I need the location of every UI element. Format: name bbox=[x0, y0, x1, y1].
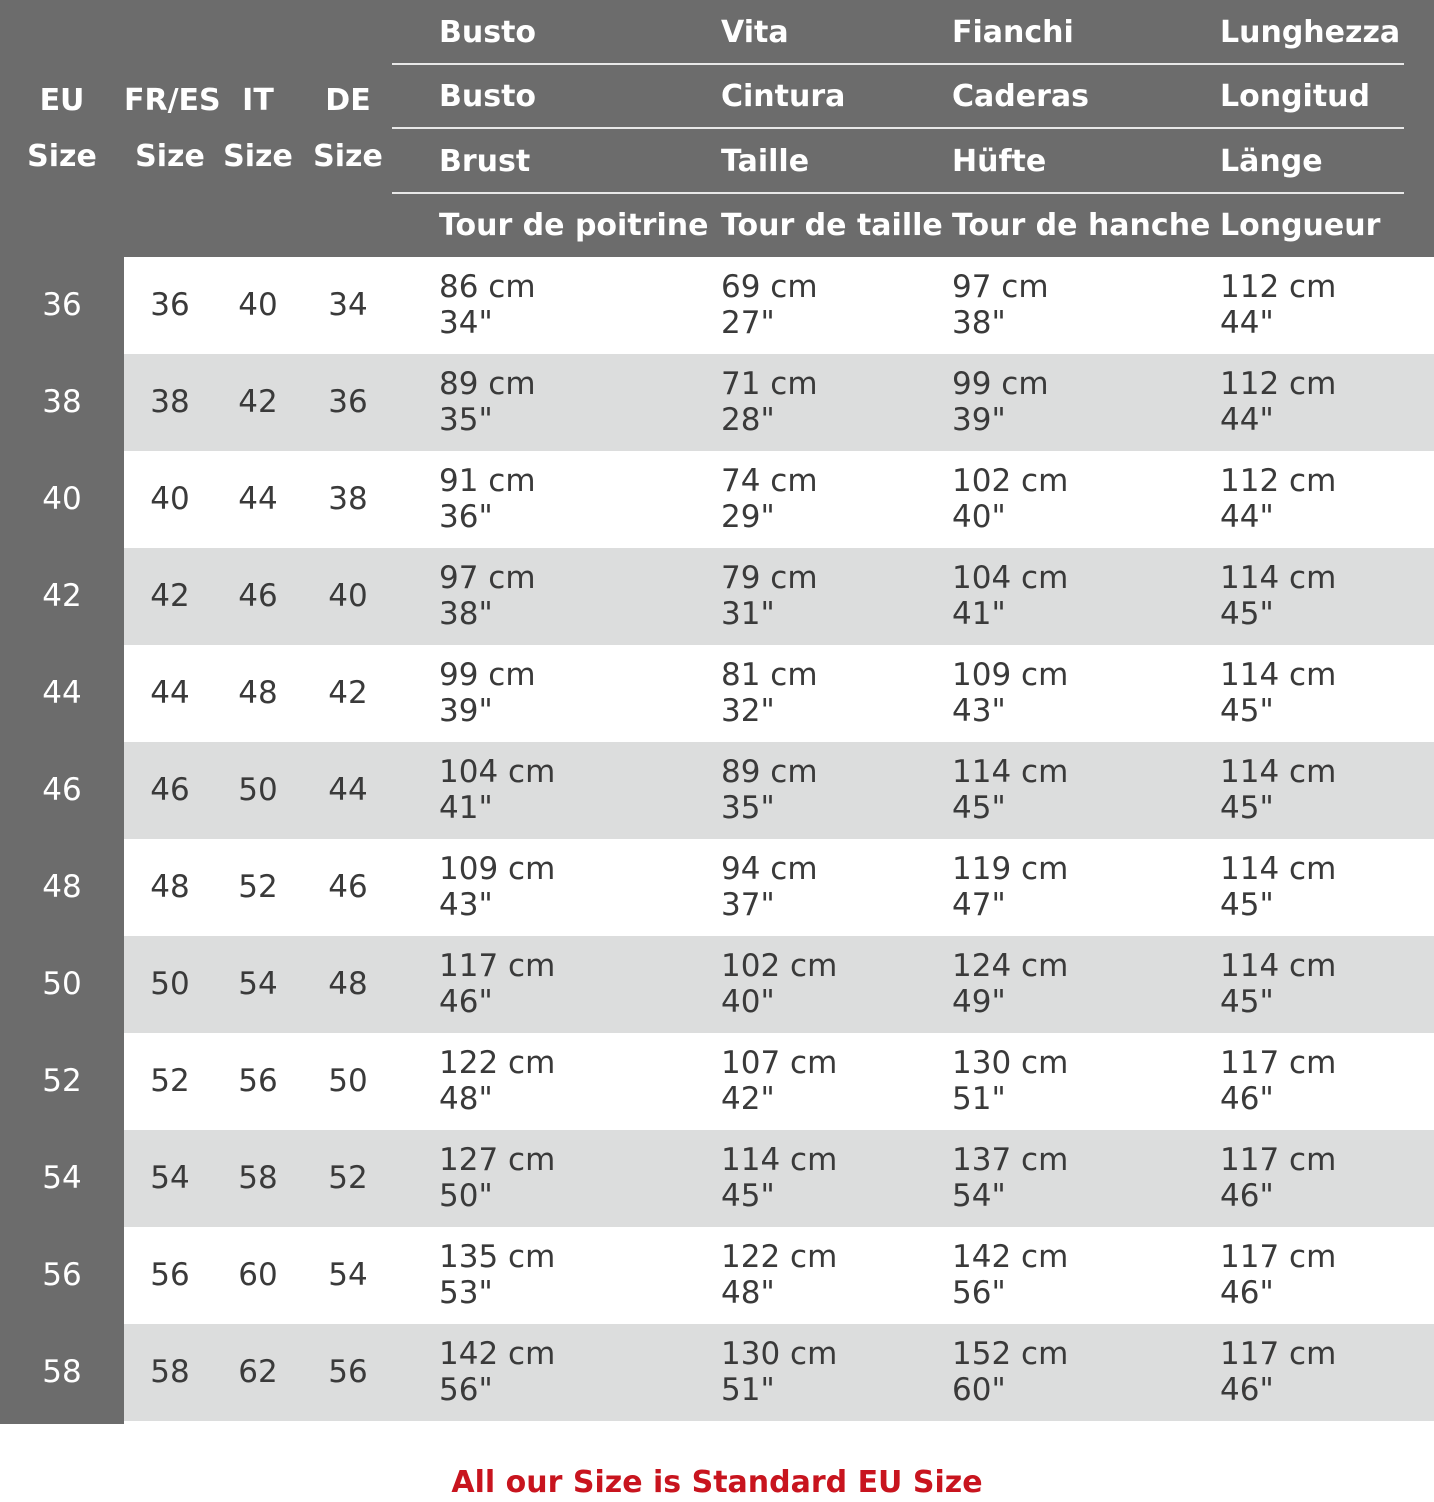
bust-cell bbox=[439, 1045, 555, 1117]
eu-size-cell: 44 bbox=[42, 675, 82, 711]
de-size-cell: 38 bbox=[328, 481, 368, 517]
length-cell bbox=[1220, 1336, 1336, 1408]
hips-inch: 51" bbox=[952, 1081, 1006, 1117]
hips-cell bbox=[952, 1336, 1068, 1408]
hips-cell bbox=[952, 851, 1068, 923]
de-header-line-2: Size bbox=[313, 139, 383, 174]
length-cm: 112 cm bbox=[1220, 366, 1337, 402]
bust-cm: 109 cm bbox=[439, 851, 556, 887]
fr-es-size-cell: 54 bbox=[150, 1160, 190, 1196]
header-length-lang-3: Länge bbox=[1220, 144, 1323, 179]
length-inch: 46" bbox=[1220, 1372, 1274, 1408]
length-cell bbox=[1220, 1239, 1336, 1311]
bust-inch: 34" bbox=[439, 305, 493, 341]
length-cm: 117 cm bbox=[1220, 1239, 1337, 1275]
bust-cell bbox=[439, 851, 555, 923]
it-size-cell: 48 bbox=[238, 675, 278, 711]
hips-inch: 40" bbox=[952, 499, 1006, 535]
bust-inch: 48" bbox=[439, 1081, 493, 1117]
waist-cell bbox=[721, 657, 818, 729]
hips-cell bbox=[952, 560, 1068, 632]
eu-size-cell: 48 bbox=[42, 869, 82, 905]
header-hips-lang-1: Fianchi bbox=[952, 15, 1074, 50]
waist-cm: 114 cm bbox=[721, 1142, 838, 1178]
fr-es-size-cell: 44 bbox=[150, 675, 190, 711]
header-bust-lang-3: Brust bbox=[439, 144, 531, 179]
bust-cm: 99 cm bbox=[439, 657, 536, 693]
standard-eu-size-note: All our Size is Standard EU Size bbox=[451, 1465, 983, 1500]
hips-cell bbox=[952, 1239, 1068, 1311]
bust-inch: 53" bbox=[439, 1275, 493, 1311]
de-size-cell: 56 bbox=[328, 1354, 368, 1390]
length-inch: 44" bbox=[1220, 305, 1274, 341]
hips-inch: 60" bbox=[952, 1372, 1006, 1408]
hips-inch: 43" bbox=[952, 693, 1006, 729]
bust-cm: 135 cm bbox=[439, 1239, 556, 1275]
waist-inch: 37" bbox=[721, 887, 775, 923]
length-inch: 45" bbox=[1220, 984, 1274, 1020]
waist-cell bbox=[721, 1045, 837, 1117]
length-cell bbox=[1220, 269, 1336, 341]
header-bust-lang-4: Tour de poitrine bbox=[439, 208, 709, 243]
bust-cm: 127 cm bbox=[439, 1142, 556, 1178]
hips-cell bbox=[952, 366, 1049, 438]
bust-inch: 41" bbox=[439, 790, 493, 826]
eu-size-cell: 40 bbox=[42, 481, 82, 517]
hips-cm: 137 cm bbox=[952, 1142, 1069, 1178]
it-size-header bbox=[216, 83, 300, 175]
length-cell bbox=[1220, 560, 1336, 632]
de-size-cell: 44 bbox=[328, 772, 368, 808]
length-cm: 114 cm bbox=[1220, 851, 1337, 887]
length-inch: 45" bbox=[1220, 887, 1274, 923]
fr-es-header-line-1: FR/ES bbox=[124, 83, 221, 118]
fr-es-size-cell: 50 bbox=[150, 966, 190, 1002]
eu-header-line-2: Size bbox=[27, 139, 97, 174]
waist-cm: 79 cm bbox=[721, 560, 818, 596]
hips-inch: 39" bbox=[952, 402, 1006, 438]
length-inch: 44" bbox=[1220, 402, 1274, 438]
length-inch: 45" bbox=[1220, 596, 1274, 632]
hips-cm: 142 cm bbox=[952, 1239, 1069, 1275]
it-size-cell: 44 bbox=[238, 481, 278, 517]
de-size-cell: 46 bbox=[328, 869, 368, 905]
eu-size-column-background bbox=[0, 257, 124, 1424]
eu-size-cell: 58 bbox=[42, 1354, 82, 1390]
bust-cell bbox=[439, 754, 555, 826]
header-hips-lang-3: Hüfte bbox=[952, 144, 1047, 179]
eu-size-cell: 52 bbox=[42, 1063, 82, 1099]
de-size-cell: 48 bbox=[328, 966, 368, 1002]
eu-size-cell: 54 bbox=[42, 1160, 82, 1196]
waist-cell bbox=[721, 560, 818, 632]
hips-cm: 124 cm bbox=[952, 948, 1069, 984]
waist-cm: 81 cm bbox=[721, 657, 818, 693]
bust-inch: 39" bbox=[439, 693, 493, 729]
hips-cm: 102 cm bbox=[952, 463, 1069, 499]
hips-cell bbox=[952, 948, 1068, 1020]
hips-inch: 38" bbox=[952, 305, 1006, 341]
header-waist-lang-1: Vita bbox=[721, 15, 789, 50]
waist-inch: 31" bbox=[721, 596, 775, 632]
bust-cell bbox=[439, 463, 536, 535]
length-cell bbox=[1220, 754, 1336, 826]
waist-inch: 51" bbox=[721, 1372, 775, 1408]
length-cell bbox=[1220, 463, 1336, 535]
hips-cell bbox=[952, 754, 1068, 826]
waist-cell bbox=[721, 1336, 837, 1408]
waist-inch: 40" bbox=[721, 984, 775, 1020]
bust-cm: 86 cm bbox=[439, 269, 536, 305]
length-cell bbox=[1220, 851, 1336, 923]
bust-inch: 36" bbox=[439, 499, 493, 535]
it-size-cell: 42 bbox=[238, 384, 278, 420]
hips-cm: 152 cm bbox=[952, 1336, 1069, 1372]
fr-es-size-cell: 56 bbox=[150, 1257, 190, 1293]
fr-es-size-cell: 46 bbox=[150, 772, 190, 808]
eu-size-cell: 46 bbox=[42, 772, 82, 808]
de-size-cell: 52 bbox=[328, 1160, 368, 1196]
length-cm: 114 cm bbox=[1220, 754, 1337, 790]
it-size-cell: 40 bbox=[238, 287, 278, 323]
it-header-line-2: Size bbox=[223, 139, 293, 174]
waist-cm: 89 cm bbox=[721, 754, 818, 790]
bust-cm: 117 cm bbox=[439, 948, 556, 984]
waist-inch: 32" bbox=[721, 693, 775, 729]
hips-cm: 119 cm bbox=[952, 851, 1069, 887]
hips-cell bbox=[952, 1045, 1068, 1117]
it-size-cell: 50 bbox=[238, 772, 278, 808]
length-inch: 45" bbox=[1220, 693, 1274, 729]
hips-inch: 54" bbox=[952, 1178, 1006, 1214]
bust-cm: 91 cm bbox=[439, 463, 536, 499]
eu-size-cell: 50 bbox=[42, 966, 82, 1002]
de-size-cell: 50 bbox=[328, 1063, 368, 1099]
waist-inch: 27" bbox=[721, 305, 775, 341]
header-length-lang-1: Lunghezza bbox=[1220, 15, 1401, 50]
waist-cell bbox=[721, 1142, 837, 1214]
fr-es-header-line-2: Size bbox=[135, 139, 205, 174]
fr-es-size-cell: 38 bbox=[150, 384, 190, 420]
de-header-line-1: DE bbox=[325, 83, 371, 118]
it-size-cell: 46 bbox=[238, 578, 278, 614]
length-cm: 117 cm bbox=[1220, 1336, 1337, 1372]
hips-cm: 130 cm bbox=[952, 1045, 1069, 1081]
bust-inch: 38" bbox=[439, 596, 493, 632]
eu-size-cell: 56 bbox=[42, 1257, 82, 1293]
fr-es-size-cell: 40 bbox=[150, 481, 190, 517]
header-bust-lang-1: Busto bbox=[439, 15, 537, 50]
hips-cell bbox=[952, 463, 1068, 535]
bust-cell bbox=[439, 366, 536, 438]
it-size-cell: 62 bbox=[238, 1354, 278, 1390]
waist-cell bbox=[721, 269, 818, 341]
bust-inch: 43" bbox=[439, 887, 493, 923]
bust-inch: 56" bbox=[439, 1372, 493, 1408]
waist-cell bbox=[721, 948, 837, 1020]
it-size-cell: 52 bbox=[238, 869, 278, 905]
header-waist-lang-3: Taille bbox=[721, 144, 810, 179]
header-divider bbox=[392, 63, 1404, 65]
bust-inch: 46" bbox=[439, 984, 493, 1020]
de-size-cell: 54 bbox=[328, 1257, 368, 1293]
fr-es-size-cell: 42 bbox=[150, 578, 190, 614]
waist-cm: 122 cm bbox=[721, 1239, 838, 1275]
header-divider bbox=[392, 127, 1404, 129]
waist-inch: 29" bbox=[721, 499, 775, 535]
waist-inch: 35" bbox=[721, 790, 775, 826]
bust-inch: 35" bbox=[439, 402, 493, 438]
bust-cell bbox=[439, 269, 536, 341]
waist-cm: 71 cm bbox=[721, 366, 818, 402]
it-size-cell: 54 bbox=[238, 966, 278, 1002]
waist-inch: 42" bbox=[721, 1081, 775, 1117]
waist-cell bbox=[721, 463, 818, 535]
it-size-cell: 60 bbox=[238, 1257, 278, 1293]
waist-inch: 28" bbox=[721, 402, 775, 438]
bust-cell bbox=[439, 657, 536, 729]
hips-inch: 45" bbox=[952, 790, 1006, 826]
de-size-cell: 42 bbox=[328, 675, 368, 711]
header-length-lang-4: Longueur bbox=[1220, 208, 1381, 243]
hips-cell bbox=[952, 1142, 1068, 1214]
header-hips-lang-2: Caderas bbox=[952, 79, 1089, 114]
bust-cell bbox=[439, 560, 536, 632]
fr-es-size-cell: 48 bbox=[150, 869, 190, 905]
waist-cell bbox=[721, 754, 818, 826]
length-cell bbox=[1220, 366, 1336, 438]
eu-size-cell: 42 bbox=[42, 578, 82, 614]
waist-cell bbox=[721, 851, 818, 923]
bust-cm: 89 cm bbox=[439, 366, 536, 402]
waist-inch: 48" bbox=[721, 1275, 775, 1311]
header-hips-lang-4: Tour de hanche bbox=[952, 208, 1211, 243]
hips-cm: 114 cm bbox=[952, 754, 1069, 790]
header-waist-lang-4: Tour de taille bbox=[721, 208, 943, 243]
waist-cm: 107 cm bbox=[721, 1045, 838, 1081]
hips-cm: 97 cm bbox=[952, 269, 1049, 305]
length-inch: 46" bbox=[1220, 1178, 1274, 1214]
length-cell bbox=[1220, 948, 1336, 1020]
hips-inch: 49" bbox=[952, 984, 1006, 1020]
de-size-cell: 40 bbox=[328, 578, 368, 614]
length-cell bbox=[1220, 1142, 1336, 1214]
header-waist-lang-2: Cintura bbox=[721, 79, 846, 114]
length-cell bbox=[1220, 657, 1336, 729]
eu-size-cell: 36 bbox=[42, 287, 82, 323]
header-length-lang-2: Longitud bbox=[1220, 79, 1371, 114]
waist-cm: 130 cm bbox=[721, 1336, 838, 1372]
fr-es-size-cell: 36 bbox=[150, 287, 190, 323]
bust-cell bbox=[439, 1239, 555, 1311]
hips-inch: 47" bbox=[952, 887, 1006, 923]
fr-es-size-header bbox=[124, 83, 221, 175]
hips-cell bbox=[952, 269, 1049, 341]
length-cm: 114 cm bbox=[1220, 560, 1337, 596]
de-size-header bbox=[300, 83, 396, 175]
header-divider bbox=[392, 192, 1404, 194]
bust-inch: 50" bbox=[439, 1178, 493, 1214]
length-cm: 112 cm bbox=[1220, 269, 1337, 305]
waist-cm: 69 cm bbox=[721, 269, 818, 305]
length-inch: 46" bbox=[1220, 1081, 1274, 1117]
hips-cm: 99 cm bbox=[952, 366, 1049, 402]
length-cm: 114 cm bbox=[1220, 657, 1337, 693]
bust-cm: 122 cm bbox=[439, 1045, 556, 1081]
eu-size-header bbox=[0, 83, 124, 175]
length-cm: 114 cm bbox=[1220, 948, 1337, 984]
bust-cell bbox=[439, 1142, 555, 1214]
eu-size-cell: 38 bbox=[42, 384, 82, 420]
hips-cm: 104 cm bbox=[952, 560, 1069, 596]
length-inch: 45" bbox=[1220, 790, 1274, 826]
fr-es-size-cell: 58 bbox=[150, 1354, 190, 1390]
length-cm: 117 cm bbox=[1220, 1142, 1337, 1178]
length-inch: 44" bbox=[1220, 499, 1274, 535]
de-size-cell: 34 bbox=[328, 287, 368, 323]
waist-cell bbox=[721, 366, 818, 438]
hips-inch: 41" bbox=[952, 596, 1006, 632]
length-inch: 46" bbox=[1220, 1275, 1274, 1311]
waist-inch: 45" bbox=[721, 1178, 775, 1214]
hips-inch: 56" bbox=[952, 1275, 1006, 1311]
hips-cell bbox=[952, 657, 1068, 729]
bust-cm: 97 cm bbox=[439, 560, 536, 596]
fr-es-size-cell: 52 bbox=[150, 1063, 190, 1099]
it-size-cell: 58 bbox=[238, 1160, 278, 1196]
header-bust-lang-2: Busto bbox=[439, 79, 537, 114]
bust-cell bbox=[439, 1336, 555, 1408]
waist-cell bbox=[721, 1239, 837, 1311]
bust-cm: 142 cm bbox=[439, 1336, 556, 1372]
it-header-line-1: IT bbox=[242, 83, 274, 118]
length-cm: 117 cm bbox=[1220, 1045, 1337, 1081]
hips-cm: 109 cm bbox=[952, 657, 1069, 693]
waist-cm: 74 cm bbox=[721, 463, 818, 499]
waist-cm: 102 cm bbox=[721, 948, 838, 984]
waist-cm: 94 cm bbox=[721, 851, 818, 887]
length-cm: 112 cm bbox=[1220, 463, 1337, 499]
eu-header-line-1: EU bbox=[39, 83, 85, 118]
length-cell bbox=[1220, 1045, 1336, 1117]
bust-cell bbox=[439, 948, 555, 1020]
it-size-cell: 56 bbox=[238, 1063, 278, 1099]
de-size-cell: 36 bbox=[328, 384, 368, 420]
bust-cm: 104 cm bbox=[439, 754, 556, 790]
